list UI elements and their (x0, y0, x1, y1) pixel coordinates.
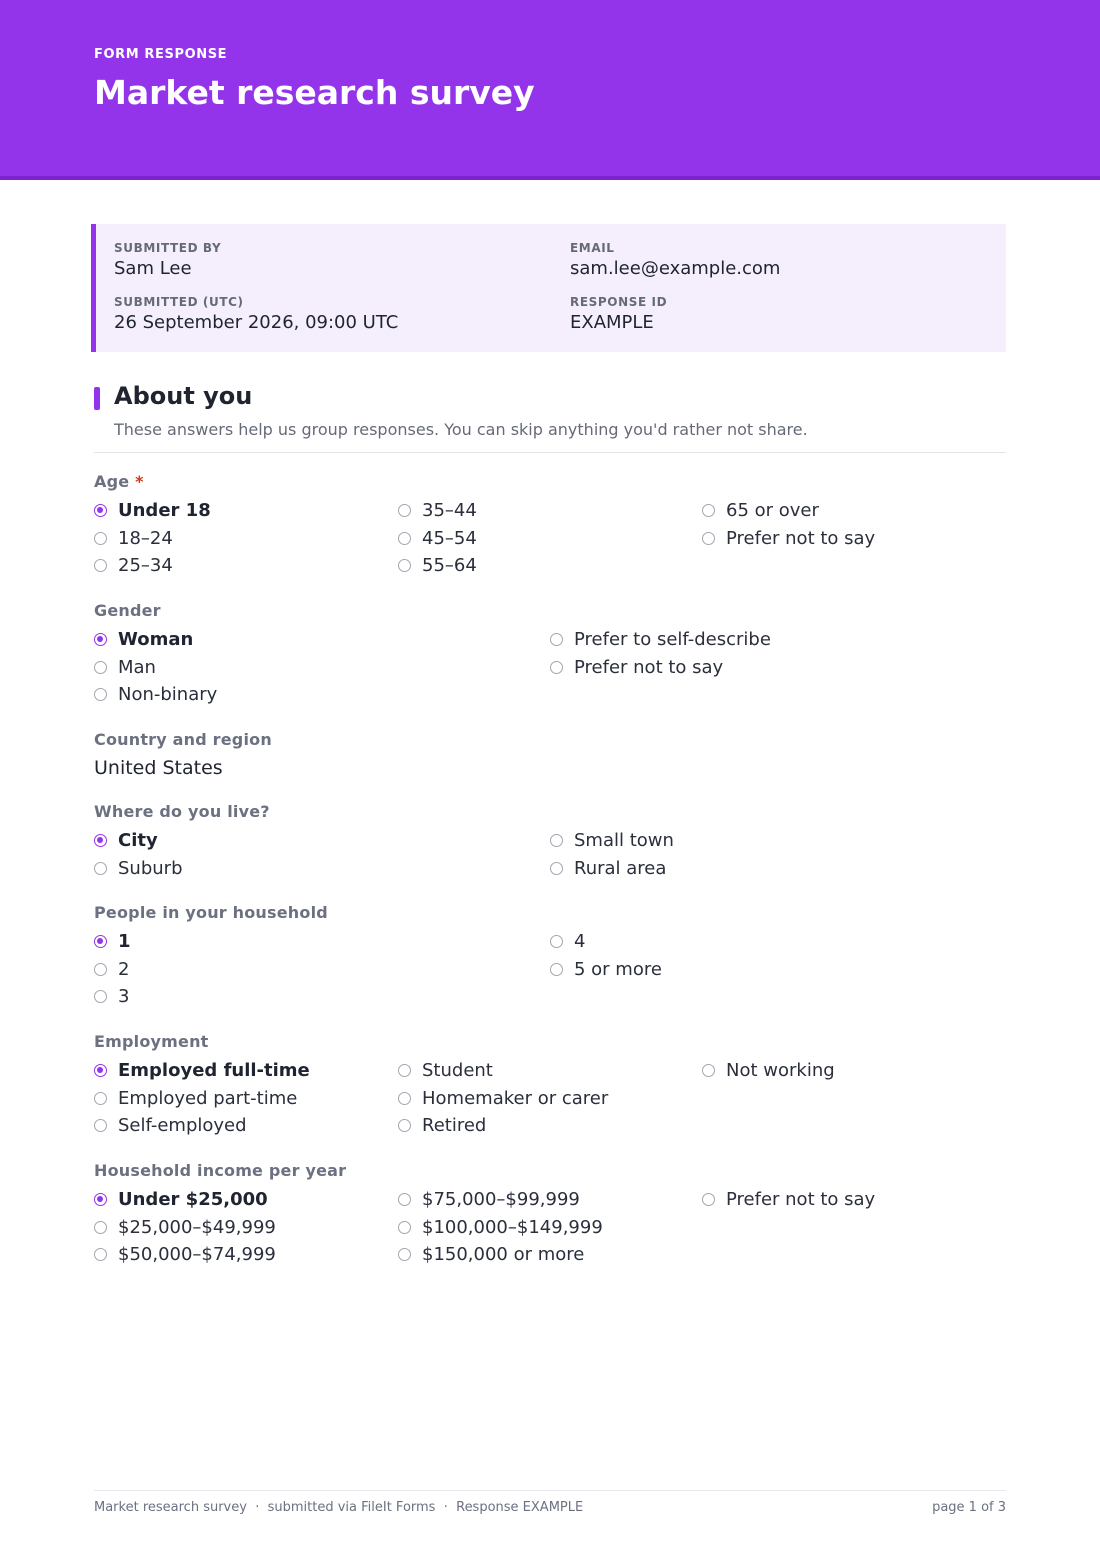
submitted-utc-value: 26 September 2026, 09:00 UTC (114, 312, 399, 333)
option-label: $25,000–$49,999 (118, 1216, 276, 1238)
radio-icon (94, 963, 107, 976)
option-label: 2 (118, 958, 130, 980)
option-label: 65 or over (726, 499, 819, 521)
option-label: 1 (118, 930, 131, 952)
radio-icon (94, 990, 107, 1003)
radio-selected-icon (94, 633, 107, 646)
radio-icon (702, 1064, 715, 1077)
option-city[interactable] (94, 828, 158, 852)
option-label: 55–64 (422, 554, 477, 576)
option-3[interactable] (94, 984, 129, 1008)
option-student[interactable] (398, 1058, 493, 1082)
option-non-binary[interactable] (94, 682, 217, 706)
radio-icon (94, 1248, 107, 1261)
option-label: Non-binary (118, 683, 218, 705)
radio-icon (550, 935, 563, 948)
email-value: sam.lee@example.com (570, 258, 781, 279)
form-header (0, 0, 1100, 180)
radio-icon (94, 661, 107, 674)
radio-selected-icon (94, 1193, 107, 1206)
option-75000-99999[interactable] (398, 1187, 580, 1211)
radio-icon (702, 504, 715, 517)
radio-icon (398, 1119, 411, 1132)
option-label: 4 (574, 930, 586, 952)
option-label: Under 18 (118, 499, 211, 521)
section-subtitle: These answers help us group responses. You can skip anything you'd rather not share. (114, 420, 808, 439)
option-55-64[interactable] (398, 553, 477, 577)
option-2[interactable] (94, 957, 129, 981)
question-household (94, 903, 1006, 1007)
option-woman[interactable] (94, 627, 193, 651)
question-label: People in your household (94, 903, 328, 922)
radio-icon (550, 661, 563, 674)
radio-selected-icon (94, 834, 107, 847)
option-5-or-more[interactable] (550, 957, 662, 981)
option-1[interactable] (94, 929, 131, 953)
option-prefer-not-to-say[interactable] (550, 655, 723, 679)
option-employed-part-time[interactable] (94, 1086, 297, 1110)
option-label: Homemaker or carer (422, 1087, 609, 1109)
radio-icon (94, 1221, 107, 1234)
radio-icon (94, 862, 107, 875)
option-label: Employed part-time (118, 1087, 298, 1109)
option-65-or-over[interactable] (702, 498, 819, 522)
response-id-value: EXAMPLE (570, 312, 654, 333)
option-self-employed[interactable] (94, 1113, 247, 1137)
radio-icon (398, 559, 411, 572)
radio-icon (398, 1092, 411, 1105)
radio-icon (702, 532, 715, 545)
submission-meta-panel (91, 224, 1006, 352)
option-45-54[interactable] (398, 526, 477, 550)
question-age (94, 472, 1006, 576)
answer-value: United States (94, 757, 223, 779)
page-title: Market research survey (94, 73, 535, 112)
response-id-field (570, 295, 667, 333)
option-150000-or-more[interactable] (398, 1242, 584, 1266)
option-label: $75,000–$99,999 (422, 1188, 580, 1210)
option-label: 35–44 (422, 499, 477, 521)
radio-icon (398, 1221, 411, 1234)
radio-icon (550, 633, 563, 646)
option-35-44[interactable] (398, 498, 477, 522)
radio-selected-icon (94, 935, 107, 948)
question-where-live (94, 802, 1006, 879)
question-label: Where do you live? (94, 802, 270, 821)
option-label: $50,000–$74,999 (118, 1243, 276, 1265)
radio-icon (550, 834, 563, 847)
option-label: Prefer to self-describe (574, 628, 771, 650)
submitted-by-label: SUBMITTED BY (114, 241, 222, 255)
submitted-utc-field (114, 295, 398, 333)
option-label: Under $25,000 (118, 1188, 268, 1210)
option-rural-area[interactable] (550, 856, 666, 880)
question-label-text: Age (94, 472, 130, 491)
footer-text: Market research survey · submitted via FileIt Forms · Response EXAMPLE (94, 1500, 584, 1515)
email-field (570, 241, 780, 279)
question-label: Household income per year (94, 1161, 347, 1180)
option-label: Prefer not to say (574, 656, 724, 678)
question-income (94, 1161, 1006, 1265)
option-label: Student (422, 1059, 493, 1081)
option-prefer-not-to-say[interactable] (702, 526, 875, 550)
option-prefer-not-to-say[interactable] (702, 1187, 875, 1211)
radio-selected-icon (94, 504, 107, 517)
section-accent-bar (94, 387, 100, 410)
required-mark: * (135, 472, 144, 491)
option-label: Woman (118, 628, 194, 650)
radio-icon (94, 559, 107, 572)
option-label: Man (118, 656, 156, 678)
option-suburb[interactable] (94, 856, 183, 880)
option-label: City (118, 829, 158, 851)
option-label: Prefer not to say (726, 527, 876, 549)
question-gender (94, 601, 1006, 705)
option-man[interactable] (94, 655, 156, 679)
submitted-utc-label: SUBMITTED (UTC) (114, 295, 244, 309)
option-label: $100,000–$149,999 (422, 1216, 603, 1238)
radio-icon (398, 1064, 411, 1077)
option-25-34[interactable] (94, 553, 173, 577)
option-label: 18–24 (118, 527, 173, 549)
header-eyebrow: FORM RESPONSE (94, 47, 228, 62)
question-label (94, 472, 1006, 492)
option-label: 45–54 (422, 527, 477, 549)
option-label: Employed full-time (118, 1059, 310, 1081)
submitted-by-field (114, 241, 221, 279)
option-label: 25–34 (118, 554, 173, 576)
option-label: Retired (422, 1114, 487, 1136)
email-label: EMAIL (570, 241, 615, 255)
option-4[interactable] (550, 929, 585, 953)
section-title: About you (114, 382, 253, 410)
radio-selected-icon (94, 1064, 107, 1077)
question-label: Employment (94, 1032, 209, 1051)
section-header (94, 382, 1006, 453)
response-id-label: RESPONSE ID (570, 295, 668, 309)
option-not-working[interactable] (702, 1058, 835, 1082)
radio-icon (94, 688, 107, 701)
question-label: Country and region (94, 730, 272, 749)
option-50000-74999[interactable] (94, 1242, 276, 1266)
radio-icon (550, 963, 563, 976)
option-18-24[interactable] (94, 526, 173, 550)
radio-icon (398, 1193, 411, 1206)
radio-icon (550, 862, 563, 875)
option-self-describe[interactable] (550, 627, 771, 651)
radio-icon (398, 1248, 411, 1261)
option-label: Small town (574, 829, 674, 851)
radio-icon (94, 1092, 107, 1105)
radio-icon (398, 504, 411, 517)
option-small-town[interactable] (550, 828, 674, 852)
option-label: Suburb (118, 857, 183, 879)
radio-icon (94, 532, 107, 545)
page-number: page 1 of 3 (932, 1500, 1006, 1515)
option-homemaker-or-carer[interactable] (398, 1086, 608, 1110)
option-100000-149999[interactable] (398, 1215, 603, 1239)
question-employment (94, 1032, 1006, 1136)
option-label: Not working (726, 1059, 835, 1081)
option-under-18[interactable] (94, 498, 211, 522)
option-employed-full-time[interactable] (94, 1058, 310, 1082)
radio-icon (398, 532, 411, 545)
option-label: 3 (118, 985, 130, 1007)
option-label: Self-employed (118, 1114, 247, 1136)
submitted-by-value: Sam Lee (114, 258, 192, 279)
page-footer (94, 1490, 1006, 1515)
option-label: 5 or more (574, 958, 662, 980)
option-retired[interactable] (398, 1113, 486, 1137)
option-label: $150,000 or more (422, 1243, 585, 1265)
option-25000-49999[interactable] (94, 1215, 276, 1239)
option-label: Prefer not to say (726, 1188, 876, 1210)
option-label: Rural area (574, 857, 667, 879)
radio-icon (702, 1193, 715, 1206)
option-under-25000[interactable] (94, 1187, 268, 1211)
question-label: Gender (94, 601, 161, 620)
radio-icon (94, 1119, 107, 1132)
question-country (94, 730, 1006, 779)
